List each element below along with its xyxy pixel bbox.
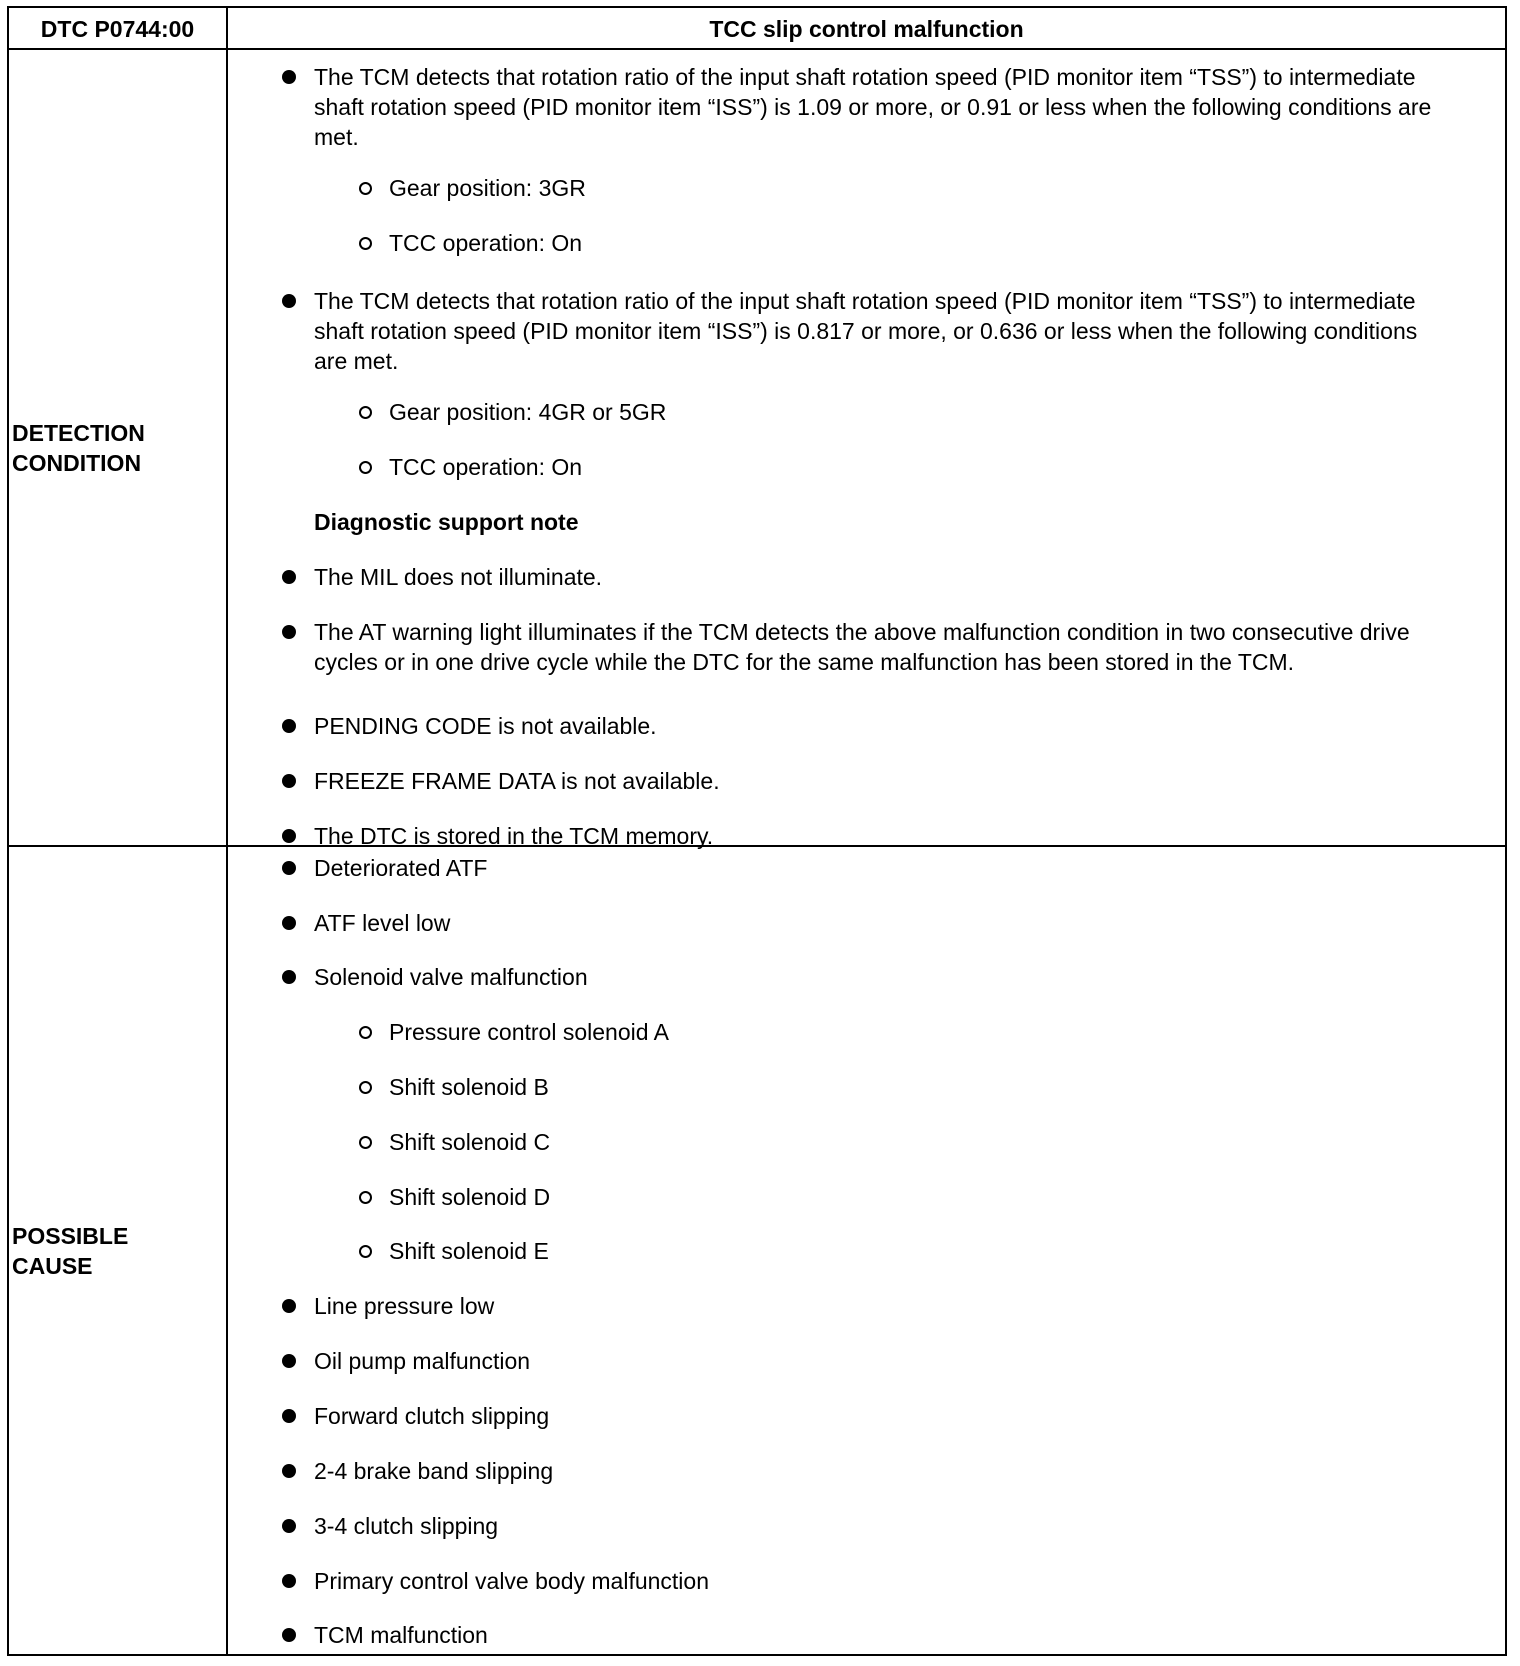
bullet-icon — [282, 719, 296, 733]
hollow-bullet-icon — [359, 406, 372, 419]
dtc-title: TCC slip control malfunction — [709, 16, 1024, 42]
sub-list-item — [389, 228, 1450, 258]
hollow-bullet-icon — [359, 1136, 372, 1149]
item-text: Oil pump malfunction — [314, 1348, 531, 1374]
bullet-icon — [282, 1574, 296, 1588]
hollow-bullet-icon — [359, 1081, 372, 1094]
list-item — [314, 766, 1450, 796]
hollow-bullet-icon — [359, 1191, 372, 1204]
list-item — [314, 853, 1450, 883]
item-text: Shift solenoid C — [389, 1129, 551, 1155]
item-text: TCM malfunction — [314, 1622, 488, 1648]
item-text: The TCM detects that rotation ratio of the input shaft rotation speed (PID monitor item “TSS”) to intermediate shaft rotation speed (PID monitor item “ISS”) is 1.09 or more, or 0.91 or less when the following conditions are met. — [314, 64, 1432, 150]
item-text: The AT warning light illuminates if the TCM detects the above malfunction condition in two consecutive drive cycles or in one drive cycle while the DTC for the same malfunction has been stored in the TCM. — [314, 619, 1410, 675]
bullet-icon — [282, 916, 296, 930]
list-item — [314, 62, 1450, 152]
list-item — [314, 1511, 1450, 1541]
item-text: 3-4 clutch slipping — [314, 1513, 499, 1539]
item-text: The MIL does not illuminate. — [314, 564, 603, 590]
bullet-icon — [282, 70, 296, 84]
item-text: Shift solenoid B — [389, 1074, 549, 1100]
list-item — [314, 286, 1450, 376]
bullet-icon — [282, 1628, 296, 1642]
bullet-icon — [282, 1464, 296, 1478]
item-text: Forward clutch slipping — [314, 1403, 550, 1429]
bullet-icon — [282, 294, 296, 308]
bullet-icon — [282, 1409, 296, 1423]
bullet-icon — [282, 774, 296, 788]
sub-list-item — [389, 1017, 1450, 1047]
sub-list-item — [389, 452, 1450, 482]
bullet-icon — [282, 625, 296, 639]
dtc-code: DTC P0744:00 — [40, 16, 195, 42]
bullet-icon — [282, 1299, 296, 1313]
section-note-heading — [314, 507, 1450, 537]
hollow-bullet-icon — [359, 1245, 372, 1258]
sub-list-item — [389, 1182, 1450, 1212]
sub-list-item — [389, 1127, 1450, 1157]
item-text: FREEZE FRAME DATA is not available. — [314, 768, 720, 794]
list-item — [314, 562, 1450, 592]
item-text: The DTC is stored in the TCM memory. — [314, 823, 714, 849]
sub-list-item — [389, 1072, 1450, 1102]
item-text: Solenoid valve malfunction — [314, 964, 588, 990]
item-text: Line pressure low — [314, 1293, 495, 1319]
hollow-bullet-icon — [359, 461, 372, 474]
list-item — [314, 1346, 1450, 1376]
item-text: TCC operation: On — [389, 230, 583, 256]
detection-condition-list — [228, 50, 1505, 849]
sub-list-item — [389, 397, 1450, 427]
table-header-row — [9, 8, 1505, 50]
list-item — [314, 1620, 1450, 1650]
list-item — [314, 617, 1450, 677]
item-text: Shift solenoid D — [389, 1184, 551, 1210]
detection-condition-row — [9, 50, 1505, 847]
list-item — [314, 962, 1450, 992]
hollow-bullet-icon — [359, 1026, 372, 1039]
item-text: Diagnostic support note — [314, 509, 579, 535]
item-text: ATF level low — [314, 910, 451, 936]
item-text: TCC operation: On — [389, 454, 583, 480]
item-text: PENDING CODE is not available. — [314, 713, 657, 739]
hollow-bullet-icon — [359, 182, 372, 195]
possible-cause-list — [228, 847, 1505, 1654]
bullet-icon — [282, 1519, 296, 1533]
bullet-icon — [282, 829, 296, 843]
dtc-table — [7, 6, 1507, 1656]
list-item — [314, 1291, 1450, 1321]
bullet-icon — [282, 861, 296, 875]
item-text: Deteriorated ATF — [314, 855, 488, 881]
bullet-icon — [282, 570, 296, 584]
item-text: Gear position: 3GR — [389, 175, 586, 201]
list-item — [314, 908, 1450, 938]
sub-list-item — [389, 1236, 1450, 1266]
item-text: Primary control valve body malfunction — [314, 1568, 709, 1594]
bullet-icon — [282, 1354, 296, 1368]
item-text: Gear position: 4GR or 5GR — [389, 399, 667, 425]
item-text: Shift solenoid E — [389, 1238, 549, 1264]
detection-condition-label: DETECTION CONDITION — [12, 419, 145, 476]
list-item — [314, 711, 1450, 741]
list-item — [314, 1456, 1450, 1486]
hollow-bullet-icon — [359, 237, 372, 250]
possible-cause-row — [9, 847, 1505, 1654]
list-item — [314, 1401, 1450, 1431]
list-item — [314, 1566, 1450, 1596]
sub-list-item — [389, 173, 1450, 203]
possible-cause-label: POSSIBLE CAUSE — [12, 1222, 129, 1279]
item-text: 2-4 brake band slipping — [314, 1458, 554, 1484]
item-text: Pressure control solenoid A — [389, 1019, 669, 1045]
bullet-icon — [282, 970, 296, 984]
item-text: The TCM detects that rotation ratio of the input shaft rotation speed (PID monitor item “TSS”) to intermediate shaft rotation speed (PID monitor item “ISS”) is 0.817 or more, or 0.636 or less when the following conditions are met. — [314, 288, 1418, 374]
